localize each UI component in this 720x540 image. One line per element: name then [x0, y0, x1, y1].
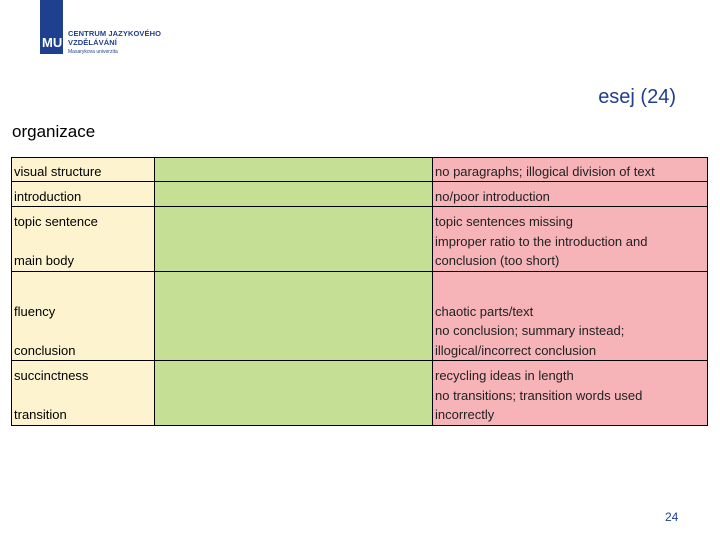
criterion-description: improper ratio to the introduction and conclusion (too short)	[433, 232, 708, 272]
criterion-score-cell	[155, 271, 433, 321]
table-row	[12, 271, 708, 321]
criterion-description: chaotic parts/text	[433, 271, 708, 321]
criteria-table	[11, 157, 708, 426]
university-logo	[40, 0, 200, 56]
criterion-label: main body	[12, 232, 155, 272]
criterion-description: recycling ideas in length	[433, 361, 708, 386]
criterion-score-cell	[155, 207, 433, 232]
table-row	[12, 232, 708, 272]
criterion-score-cell	[155, 361, 433, 386]
criterion-score-cell	[155, 232, 433, 272]
criterion-description: topic sentences missing	[433, 207, 708, 232]
criterion-description: no transitions; transition words used incorrectly	[433, 386, 708, 426]
table-row	[12, 386, 708, 426]
criterion-label: succinctness	[12, 361, 155, 386]
table-row	[12, 321, 708, 361]
table-row	[12, 361, 708, 386]
logo-text-line1: CENTRUM JAZYKOVÉHO	[68, 29, 162, 38]
criterion-score-cell	[155, 386, 433, 426]
criterion-description: no conclusion; summary instead; illogical/incorrect conclusion	[433, 321, 708, 361]
criterion-description: no/poor introduction	[433, 182, 708, 207]
table-row	[12, 182, 708, 207]
page-number: 24	[665, 510, 679, 524]
slide-title: esej (24)	[598, 86, 676, 108]
criterion-score-cell	[155, 182, 433, 207]
criterion-score-cell	[155, 321, 433, 361]
criterion-description: no paragraphs; illogical division of text	[433, 158, 708, 182]
criterion-label: fluency	[12, 271, 155, 321]
logo-mark-icon: MU	[40, 0, 63, 54]
logo-text-line3: Masarykova univerzita	[68, 49, 118, 55]
table-row	[12, 158, 708, 182]
logo-text-line2: VZDĚLÁVÁNÍ	[68, 38, 117, 47]
criterion-score-cell	[155, 158, 433, 182]
criterion-label: topic sentence	[12, 207, 155, 232]
criterion-label: conclusion	[12, 321, 155, 361]
table-row	[12, 207, 708, 232]
slide-subtitle: organizace	[12, 122, 96, 141]
criterion-label: introduction	[12, 182, 155, 207]
criterion-label: transition	[12, 386, 155, 426]
criterion-label: visual structure	[12, 158, 155, 182]
